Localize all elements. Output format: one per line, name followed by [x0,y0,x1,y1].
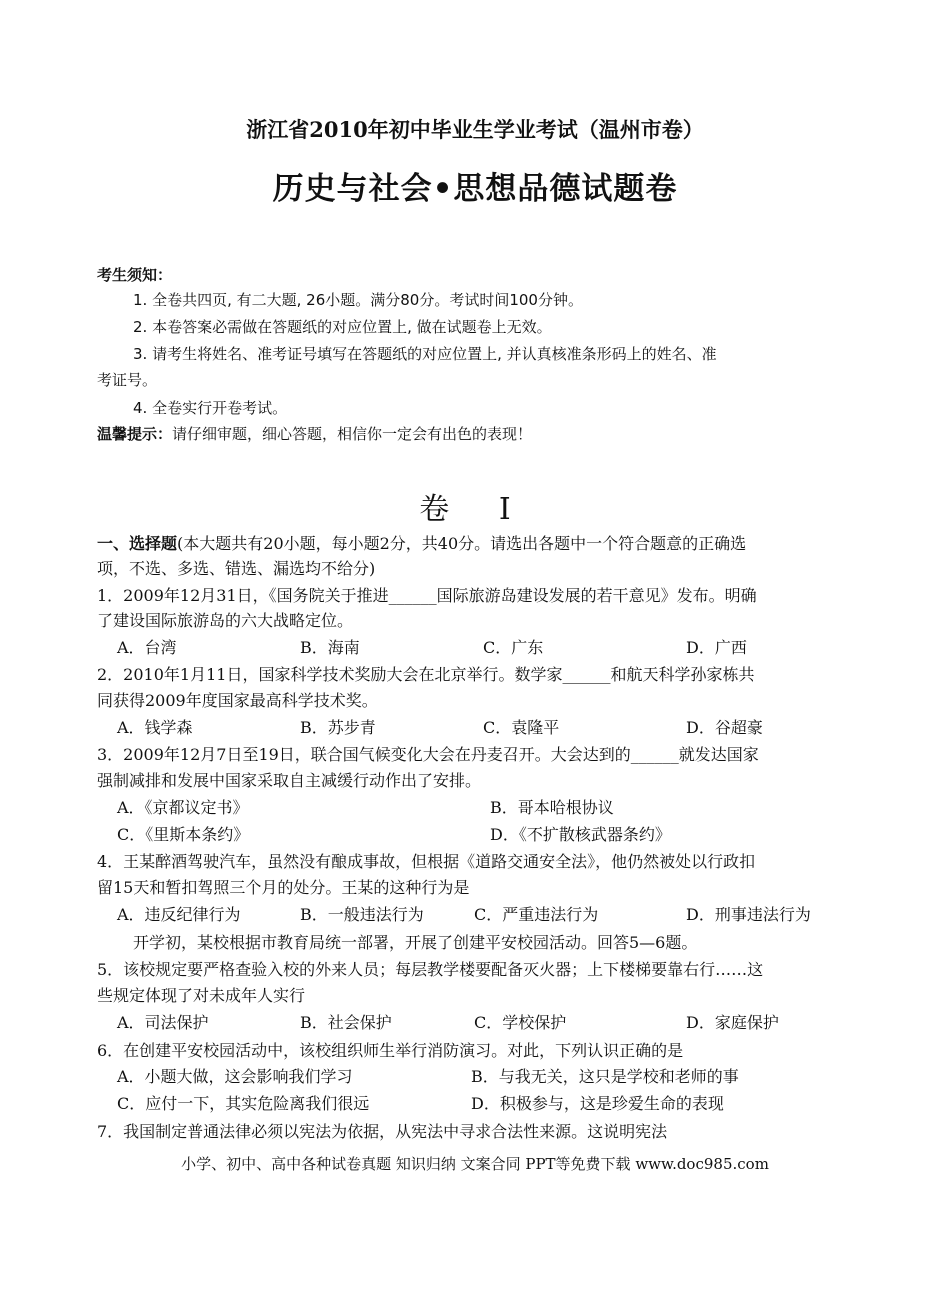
question-3-stem-cont: 强制减排和发展中国家采取自主减缓行动作出了安排。 [97,771,482,790]
section-heading [97,533,746,555]
notice-item-1: 1. 全卷共四页, 有二大题, 26小题。满分80分。考试时间100分钟。 [133,291,583,309]
q6-option-b: B．与我无关，这只是学校和老师的事 [471,1067,739,1086]
q2-option-a: A．钱学森 [117,718,193,737]
question-2-stem: 2．2010年1月11日，国家科学技术奖励大会在北京举行。数学家______和航天科学孙家栋共 [97,665,755,684]
q5-option-b: B．社会保护 [300,1013,392,1032]
question-3-stem: 3．2009年12月7日至19日，联合国气候变化大会在丹麦召开。大会达到的______就发达国家 [97,745,759,764]
question-6-stem: 6．在创建平安校园活动中，该校组织师生举行消防演习。对此，下列认识正确的是 [97,1041,684,1060]
section-label: 一、选择题 [97,534,178,553]
q4-option-d: D．刑事违法行为 [686,905,811,924]
question-1-stem: 1．2009年12月31日，《国务院关于推进______国际旅游岛建设发展的若干意见》发布。明确 [97,586,757,605]
q4-option-a: A．违反纪律行为 [117,905,241,924]
page-footer: 小学、初中、高中各种试卷真题 知识归纳 文案合同 PPT等免费下载 www.doc985.com [181,1155,769,1173]
tip-label: 温馨提示： [97,425,173,443]
q2-option-c: C．袁隆平 [483,718,560,737]
tip [97,423,532,445]
q6-option-d: D．积极参与，这是珍爱生命的表现 [471,1094,724,1113]
q6-option-a: A．小题大做，这会影响我们学习 [117,1067,353,1086]
q1-option-a: A．台湾 [117,638,177,657]
q1-option-c: C．广东 [483,638,544,657]
exam-subtitle: 历史与社会•思想品德试题卷 [272,171,678,207]
exam-title: 浙江省2010年初中毕业生学业考试（温州市卷） [246,117,704,142]
q5-option-d: D．家庭保护 [686,1013,779,1032]
question-7-stem: 7．我国制定普通法律必须以宪法为依据，从宪法中寻求合法性来源。这说明宪法 [97,1122,668,1141]
q1-option-d: D．广西 [686,638,747,657]
q2-option-b: B．苏步青 [300,718,376,737]
question-1-stem-cont: 了建设国际旅游岛的六大战略定位。 [97,611,354,630]
question-2-stem-cont: 同获得2009年度国家最高科学技术奖。 [97,691,378,710]
q3-option-d: D．《不扩散核武器条约》 [490,825,671,844]
notice-item-3-cont: 考证号。 [97,371,158,389]
question-5-stem: 5．该校规定要严格查验入校的外来人员；每层教学楼要配备灭火器；上下楼梯要靠右行……这 [97,960,764,979]
q3-option-a: A．《京都议定书》 [117,798,249,817]
question-4-stem: 4．王某醉酒驾驶汽车，虽然没有酿成事故，但根据《道路交通安全法》，他仍然被处以行政扣 [97,852,756,871]
question-5-6-intro: 开学初，某校根据市教育局统一部署，开展了创建平安校园活动。回答5—6题。 [133,933,698,952]
q6-option-c: C．应付一下，其实危险离我们很远 [117,1094,370,1113]
notice-item-3: 3. 请考生将姓名、准考证号填写在答题纸的对应位置上, 并认真核准条形码上的姓名、准 [133,345,717,363]
question-5-stem-cont: 些规定体现了对未成年人实行 [97,986,306,1005]
q5-option-a: A．司法保护 [117,1013,209,1032]
section-desc: (本大题共有20小题，每小题2分，共40分。请选出各题中一个符合题意的正确选 [177,534,747,553]
volume-heading: 卷 I [419,492,531,527]
q5-option-c: C．学校保护 [474,1013,567,1032]
notice-item-2: 2. 本卷答案必需做在答题纸的对应位置上, 做在试题卷上无效。 [133,318,552,336]
notice-heading: 考生须知： [97,266,173,284]
notice-item-4: 4. 全卷实行开卷考试。 [133,399,288,417]
question-4-stem-cont: 留15天和暂扣驾照三个月的处分。王某的这种行为是 [97,878,470,897]
tip-text: 请仔细审题，细心答题，相信你一定会有出色的表现！ [172,425,533,443]
section-desc-cont: 项，不选、多选、错选、漏选均不给分) [97,559,376,578]
q4-option-b: B．一般违法行为 [300,905,424,924]
q3-option-b: B．哥本哈根协议 [490,798,614,817]
q2-option-d: D．谷超豪 [686,718,763,737]
q4-option-c: C．严重违法行为 [474,905,599,924]
q1-option-b: B．海南 [300,638,360,657]
q3-option-c: C．《里斯本条约》 [117,825,250,844]
